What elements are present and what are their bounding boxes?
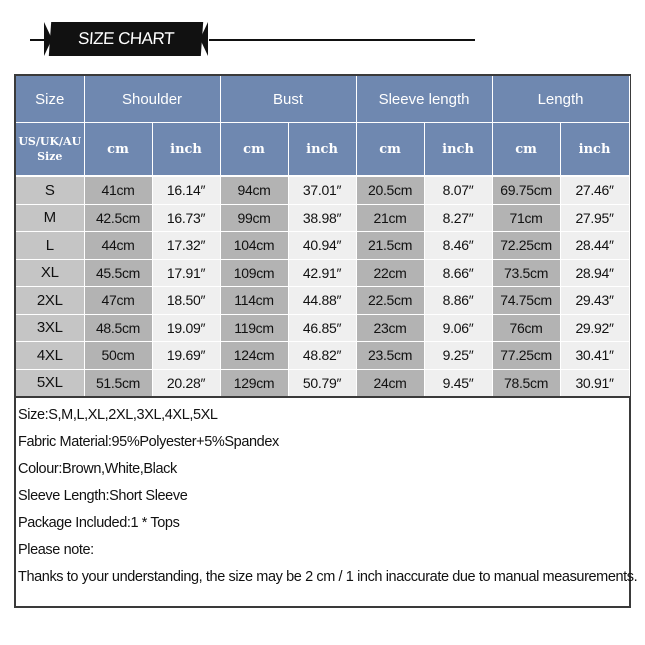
- size-table: [16, 76, 630, 398]
- cell-shoulder-inch: 16.14″: [152, 176, 220, 204]
- cell-sleeve-inch: 8.07″: [424, 176, 492, 204]
- cell-shoulder-inch: 19.09″: [152, 314, 220, 342]
- banner-right-notch: [200, 22, 208, 56]
- cell-shoulder-inch: 19.69″: [152, 342, 220, 370]
- product-notes: [16, 398, 638, 591]
- unit-inch: inch: [560, 123, 629, 177]
- cell-length-cm: 76cm: [492, 314, 560, 342]
- cell-sleeve-cm: 22.5cm: [356, 287, 424, 315]
- cell-bust-cm: 104cm: [220, 232, 288, 260]
- unit-cm: cm: [356, 123, 424, 177]
- cell-length-inch: 28.94″: [560, 259, 629, 287]
- cell-length-cm: 78.5cm: [492, 369, 560, 397]
- cell-length-inch: 29.43″: [560, 287, 629, 315]
- cell-bust-inch: 38.98″: [288, 204, 356, 232]
- cell-shoulder-cm: 41cm: [84, 176, 152, 204]
- cell-length-inch: 27.46″: [560, 176, 629, 204]
- cell-length-inch: 30.41″: [560, 342, 629, 370]
- header-length: Length: [492, 76, 629, 123]
- cell-sleeve-cm: 21cm: [356, 204, 424, 232]
- cell-sleeve-cm: 20.5cm: [356, 176, 424, 204]
- cell-size: 4XL: [16, 342, 84, 370]
- cell-sleeve-cm: 23cm: [356, 314, 424, 342]
- cell-bust-cm: 114cm: [220, 287, 288, 315]
- header-region-line2: Size: [37, 150, 63, 163]
- unit-cm: cm: [492, 123, 560, 177]
- cell-length-cm: 71cm: [492, 204, 560, 232]
- table-row: [16, 287, 629, 315]
- cell-shoulder-cm: 47cm: [84, 287, 152, 315]
- cell-sleeve-cm: 23.5cm: [356, 342, 424, 370]
- cell-bust-cm: 99cm: [220, 204, 288, 232]
- cell-sleeve-inch: 8.46″: [424, 232, 492, 260]
- cell-bust-cm: 124cm: [220, 342, 288, 370]
- cell-size: 3XL: [16, 314, 84, 342]
- cell-shoulder-cm: 51.5cm: [84, 369, 152, 397]
- unit-inch: inch: [288, 123, 356, 177]
- note-colour: Colour:Brown,White,Black: [18, 461, 177, 477]
- unit-cm: cm: [84, 123, 152, 177]
- cell-bust-inch: 50.79″: [288, 369, 356, 397]
- banner-left-line: [30, 39, 44, 41]
- table-row: [16, 259, 629, 287]
- header-region-line1: US/UK/AU: [18, 135, 82, 148]
- size-chart-banner: [30, 22, 480, 60]
- cell-bust-cm: 129cm: [220, 369, 288, 397]
- cell-length-cm: 77.25cm: [492, 342, 560, 370]
- table-row: [16, 369, 629, 397]
- cell-sleeve-cm: 21.5cm: [356, 232, 424, 260]
- cell-size: 2XL: [16, 287, 84, 315]
- cell-size: XL: [16, 259, 84, 287]
- cell-shoulder-inch: 17.32″: [152, 232, 220, 260]
- table-row: [16, 314, 629, 342]
- cell-bust-inch: 37.01″: [288, 176, 356, 204]
- cell-sleeve-inch: 8.27″: [424, 204, 492, 232]
- cell-length-cm: 69.75cm: [492, 176, 560, 204]
- cell-bust-inch: 40.94″: [288, 232, 356, 260]
- cell-bust-inch: 48.82″: [288, 342, 356, 370]
- cell-sleeve-cm: 22cm: [356, 259, 424, 287]
- cell-length-cm: 73.5cm: [492, 259, 560, 287]
- unit-cm: cm: [220, 123, 288, 177]
- cell-sleeve-inch: 9.25″: [424, 342, 492, 370]
- cell-size: L: [16, 232, 84, 260]
- banner-title: SIZE CHART: [49, 22, 203, 56]
- cell-bust-inch: 44.88″: [288, 287, 356, 315]
- table-row: [16, 342, 629, 370]
- header-row-units: [16, 123, 629, 177]
- header-shoulder: Shoulder: [84, 76, 220, 123]
- cell-shoulder-cm: 50cm: [84, 342, 152, 370]
- header-size: Size: [16, 76, 84, 123]
- cell-size: 5XL: [16, 369, 84, 397]
- cell-size: S: [16, 176, 84, 204]
- cell-shoulder-cm: 42.5cm: [84, 204, 152, 232]
- cell-shoulder-inch: 18.50″: [152, 287, 220, 315]
- cell-size: M: [16, 204, 84, 232]
- size-table-body: [16, 176, 629, 397]
- note-fabric: Fabric Material:95%Polyester+5%Spandex: [18, 434, 279, 450]
- cell-length-inch: 30.91″: [560, 369, 629, 397]
- cell-bust-cm: 109cm: [220, 259, 288, 287]
- table-row: [16, 176, 629, 204]
- cell-sleeve-inch: 8.86″: [424, 287, 492, 315]
- cell-shoulder-inch: 17.91″: [152, 259, 220, 287]
- size-chart-panel: [14, 74, 638, 608]
- cell-shoulder-inch: 16.73″: [152, 204, 220, 232]
- unit-inch: inch: [152, 123, 220, 177]
- cell-shoulder-cm: 45.5cm: [84, 259, 152, 287]
- header-region-size: [16, 123, 84, 177]
- cell-sleeve-inch: 9.45″: [424, 369, 492, 397]
- header-row-groups: [16, 76, 629, 123]
- header-sleeve-length: Sleeve length: [356, 76, 492, 123]
- cell-length-cm: 74.75cm: [492, 287, 560, 315]
- cell-length-inch: 29.92″: [560, 314, 629, 342]
- header-bust: Bust: [220, 76, 356, 123]
- note-package: Package Included:1 * Tops: [18, 515, 180, 531]
- table-row: [16, 232, 629, 260]
- unit-inch: inch: [424, 123, 492, 177]
- cell-bust-cm: 94cm: [220, 176, 288, 204]
- cell-shoulder-inch: 20.28″: [152, 369, 220, 397]
- note-disclaimer: Thanks to your understanding, the size may be 2 cm / 1 inch inaccurate due to manual measurements.: [18, 569, 638, 585]
- cell-length-cm: 72.25cm: [492, 232, 560, 260]
- cell-shoulder-cm: 44cm: [84, 232, 152, 260]
- cell-length-inch: 28.44″: [560, 232, 629, 260]
- cell-shoulder-cm: 48.5cm: [84, 314, 152, 342]
- note-sizes: Size:S,M,L,XL,2XL,3XL,4XL,5XL: [18, 407, 218, 423]
- cell-sleeve-inch: 9.06″: [424, 314, 492, 342]
- cell-bust-inch: 46.85″: [288, 314, 356, 342]
- cell-length-inch: 27.95″: [560, 204, 629, 232]
- note-please: Please note:: [18, 542, 94, 558]
- cell-bust-cm: 119cm: [220, 314, 288, 342]
- note-sleeve: Sleeve Length:Short Sleeve: [18, 488, 188, 504]
- cell-sleeve-inch: 8.66″: [424, 259, 492, 287]
- cell-sleeve-cm: 24cm: [356, 369, 424, 397]
- cell-bust-inch: 42.91″: [288, 259, 356, 287]
- table-row: [16, 204, 629, 232]
- banner-right-line: [209, 39, 475, 41]
